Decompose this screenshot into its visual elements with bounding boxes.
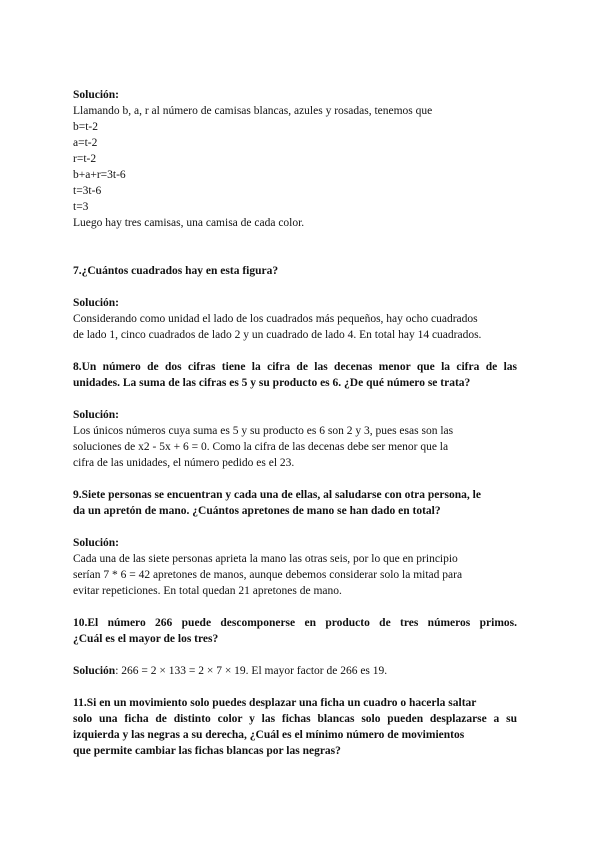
question-11-line: izquierda y las negras a su derecha, ¿Cuál es el mínimo número de movimientos	[73, 729, 465, 741]
solution-heading: Solución:	[73, 297, 120, 309]
equation-line: t=3	[73, 201, 89, 213]
question-9-line: da un apretón de mano. ¿Cuántos apretones de mano se han dado en total?	[73, 505, 441, 517]
question-11-line: 11.Si en un movimiento solo puedes desplazar una ficha un cuadro o hacerla saltar	[73, 697, 477, 709]
solution-text-line: cifra de las unidades, el número pedido es el 23.	[73, 457, 295, 469]
question-7: 7.¿Cuántos cuadrados hay en esta figura?	[73, 265, 279, 277]
equation-line: b=t-2	[73, 121, 99, 133]
question-8-line: 8.Un número de dos cifras tiene la cifra de las decenas menor que la cifra de las	[73, 361, 517, 373]
question-11-line: solo una ficha de distinto color y las fichas blancas solo pueden desplazarse a su	[73, 713, 517, 725]
question-9-line: 9.Siete personas se encuentran y cada una de ellas, al saludarse con otra persona, le	[73, 489, 481, 501]
equation-line: b+a+r=3t-6	[73, 169, 126, 181]
solution-heading: Solución:	[73, 537, 120, 549]
question-10-line: 10.El número 266 puede descomponerse en producto de tres números primos.	[73, 617, 517, 629]
solution-text-line: evitar repeticiones. En total quedan 21 apretones de mano.	[73, 585, 342, 597]
equation-line: t=3t-6	[73, 185, 102, 197]
solution-heading: Solución:	[73, 89, 120, 101]
solution-answer: : 266 = 2 × 133 = 2 × 7 × 19. El mayor factor de 266 es 19.	[115, 665, 388, 677]
solution-text-line: Cada una de las siete personas aprieta la mano las otras seis, por lo que en principio	[73, 553, 458, 565]
question-10-line: ¿Cuál es el mayor de los tres?	[73, 633, 219, 645]
question-11-line: que permite cambiar las fichas blancas por las negras?	[73, 745, 341, 757]
equation-line: r=t-2	[73, 153, 97, 165]
solution-text-line: Considerando como unidad el lado de los cuadrados más pequeños, hay ocho cuadrados	[73, 313, 478, 325]
solution-text-line: de lado 1, cinco cuadrados de lado 2 y un cuadrado de lado 4. En total hay 14 cuadrados.	[73, 329, 482, 341]
solution-text-line: serían 7 * 6 = 42 apretones de manos, aunque debemos considerar solo la mitad para	[73, 569, 463, 581]
solution-text-line: Llamando b, a, r al número de camisas blancas, azules y rosadas, tenemos que	[73, 105, 433, 117]
solution-answer-line	[73, 664, 387, 679]
solution-heading: Solución	[73, 665, 116, 677]
solution-text-line: Los únicos números cuya suma es 5 y su producto es 6 son 2 y 3, pues esas son las	[73, 425, 454, 437]
solution-text-line: Luego hay tres camisas, una camisa de cada color.	[73, 217, 305, 229]
question-8-line: unidades. La suma de las cifras es 5 y su producto es 6. ¿De qué número se trata?	[73, 377, 471, 389]
solution-text-line: soluciones de x2 - 5x + 6 = 0. Como la cifra de las decenas debe ser menor que la	[73, 441, 449, 453]
solution-heading: Solución:	[73, 409, 120, 421]
equation-line: a=t-2	[73, 137, 98, 149]
